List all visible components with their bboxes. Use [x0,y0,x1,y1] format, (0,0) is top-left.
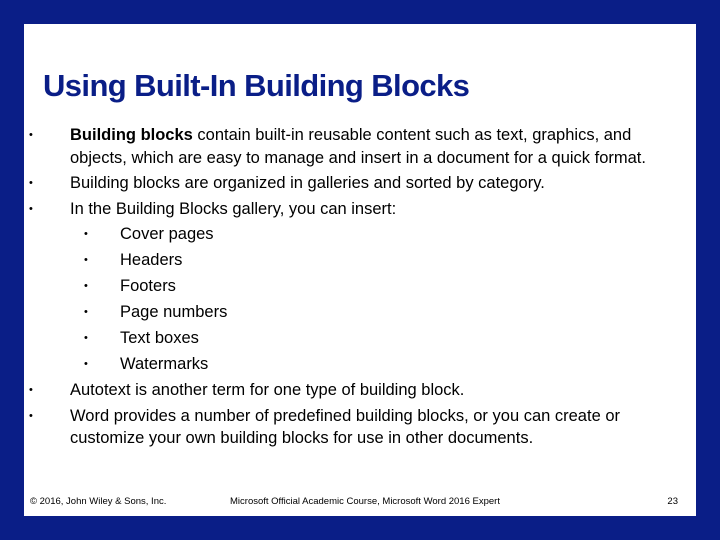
bullet-text: Building blocks are organized in galleries and sorted by category. [70,174,545,192]
sub-bullet-item [24,249,696,272]
sub-bullet-item [24,327,696,350]
bullet-marker: • [29,409,33,422]
bullet-item [24,379,696,402]
sub-bullet-text: Text boxes [120,329,199,347]
bullet-marker: • [84,358,88,370]
sub-bullet-item [24,353,696,376]
bullet-marker: • [84,228,88,240]
sub-bullet-text: Page numbers [120,303,228,321]
bullet-list [24,124,696,453]
slide-title: Using Built-In Building Blocks [43,68,470,103]
bullet-marker: • [29,129,33,141]
bullet-text: Word provides a number of predefined building blocks, or you can create or customize your own building blocks for use in other documents. [70,406,621,447]
bullet-bold-term: Building blocks [70,126,193,144]
slide [24,24,696,516]
bullet-text: contain built-in reusable content such as text, graphics, and objects, which are easy to manage and insert in a document for a quick format. [70,126,646,167]
sub-bullet-text: Footers [120,277,176,295]
footer-copyright: © 2016, John Wiley & Sons, Inc. [30,496,167,507]
bullet-item [24,172,696,195]
bullet-marker: • [84,254,88,266]
sub-bullet-item [24,223,696,246]
sub-bullet-text: Headers [120,251,183,269]
slide-footer [24,496,696,510]
sub-bullet-text: Cover pages [120,225,214,243]
bullet-marker: • [29,202,33,215]
bullet-item [24,405,696,450]
bullet-marker: • [29,384,33,396]
bullet-marker: • [84,306,88,318]
sub-bullet-item [24,301,696,324]
slide-number: 23 [667,496,678,507]
bullet-marker: • [84,332,88,344]
bullet-text: Autotext is another term for one type of building block. [70,381,465,399]
bullet-item [24,198,696,221]
bullet-text: In the Building Blocks gallery, you can insert: [70,199,397,218]
sub-bullet-text: Watermarks [120,355,209,373]
sub-bullet-item [24,275,696,298]
bullet-marker: • [84,280,88,292]
bullet-marker: • [29,177,33,189]
footer-course-title: Microsoft Official Academic Course, Microsoft Word 2016 Expert [230,496,500,507]
bullet-item [24,124,696,169]
